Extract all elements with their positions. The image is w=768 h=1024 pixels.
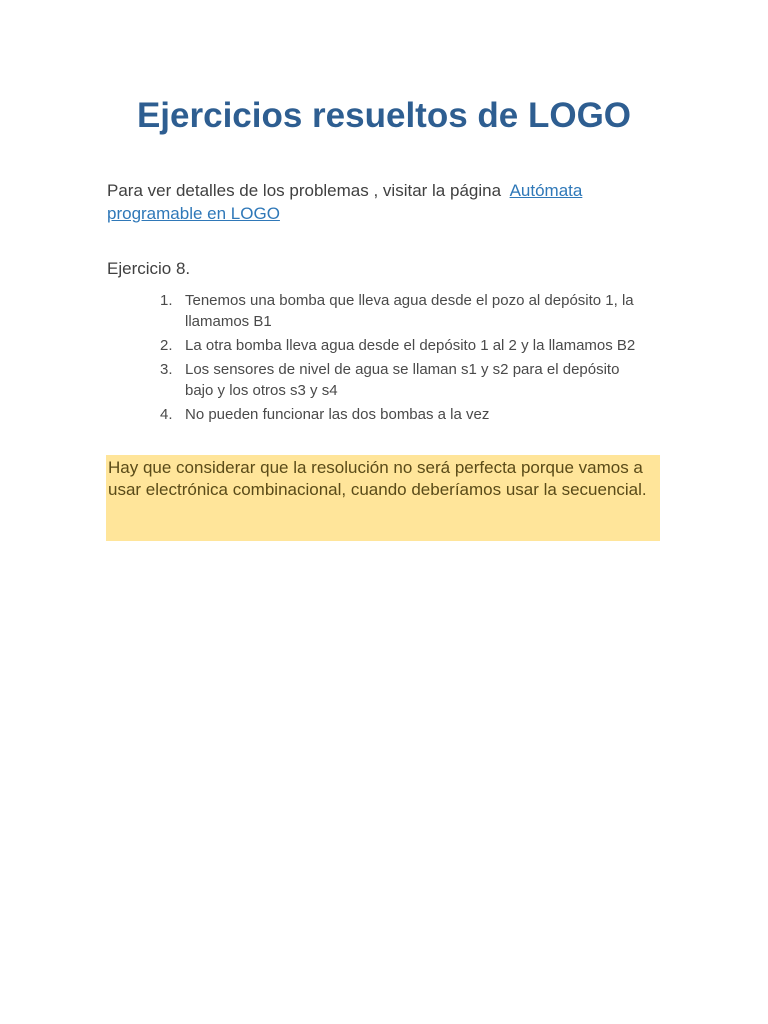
list-item	[160, 404, 640, 425]
list-item-number: 2.	[160, 337, 173, 354]
exercise-heading: Ejercicio 8.	[107, 259, 191, 278]
automata-link[interactable]: Autómata programable en LOGO	[107, 181, 583, 223]
list-item-text: Los sensores de nivel de agua se llaman s1 y s2 para el depósito bajo y los otros s3 y s4	[185, 361, 620, 399]
intro-paragraph	[107, 179, 667, 225]
list-item	[160, 359, 640, 401]
list-item-number: 4.	[160, 406, 173, 423]
highlighted-note: Hay que considerar que la resolución no será perfecta porque vamos a usar electrónica combinacional, cuando deberíamos usar la secuencial.	[106, 455, 660, 541]
list-item-text: La otra bomba lleva agua desde el depósito 1 al 2 y la llamamos B2	[185, 337, 636, 354]
list-item-text: No pueden funcionar las dos bombas a la vez	[185, 406, 490, 423]
list-item	[160, 335, 640, 356]
list-item-number: 1.	[160, 292, 173, 309]
list-item-text: Tenemos una bomba que lleva agua desde el pozo al depósito 1, la llamamos B1	[185, 292, 634, 330]
steps-list	[160, 290, 640, 428]
intro-text: Para ver detalles de los problemas , visitar la página	[107, 181, 502, 200]
list-item	[160, 290, 640, 332]
list-item-number: 3.	[160, 361, 173, 378]
page-title: Ejercicios resueltos de LOGO	[136, 96, 632, 135]
